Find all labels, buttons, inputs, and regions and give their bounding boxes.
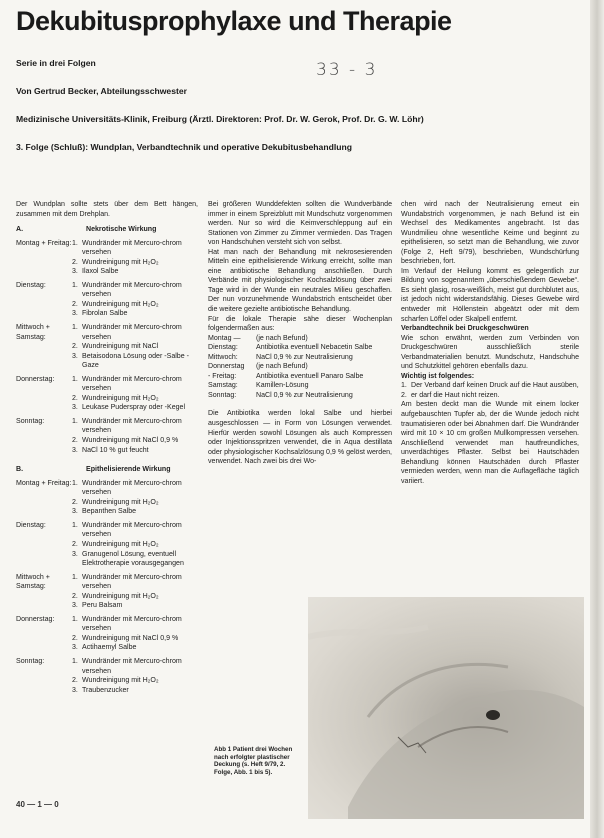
plan-item-text: Wundränder mit Mercuro-chrom versehen — [82, 479, 182, 497]
plan-items — [72, 657, 198, 695]
plan-item — [72, 573, 198, 592]
plan-item — [72, 657, 198, 676]
plan-item-number: 3. — [72, 602, 78, 610]
plan-item-text: Betaisodona Lösung oder -Salbe -Gaze — [82, 352, 189, 370]
list-item: 2. er darf die Haut nicht reizen. — [401, 391, 500, 399]
author-line: Von Gertrud Becker, Abteilungsschwester — [16, 86, 187, 96]
plan-item — [72, 592, 198, 602]
col3-paragraph-2: Im Verlauf der Heilung kommt es gelegentlich zur Bildung von sogenanntem „überschießendem Gewebe“. Es sieht glasig, rosa-weißlich, meist gut durchblutet aus, ist jedoch nicht widerstandsfähig. Dieses Gewebe wird entweder mit Höllenstein abgeätzt oder mit dem scharfen Löffel oder Skalpell entfernt. — [401, 267, 579, 323]
plan-row-days: Samstag: — [208, 382, 238, 390]
plan-item-text: Wundreinigung mit NaCl 0,9 % — [82, 437, 179, 445]
plan-days: Donnerstag: — [16, 375, 55, 383]
plan-item-number: 3. — [72, 352, 78, 360]
plan-item-number: 2. — [72, 634, 78, 642]
plan-row — [208, 362, 392, 372]
plan-item-number: 3. — [72, 508, 78, 516]
plan-item-number: 1. — [72, 281, 78, 289]
plan-item-text: Bepanthen Salbe — [82, 508, 137, 516]
series-line: Serie in drei Folgen — [16, 58, 96, 68]
plan-item — [72, 479, 198, 498]
plan-item-number: 2. — [72, 300, 78, 308]
plan-items — [72, 573, 198, 611]
plan-items — [72, 521, 198, 569]
plan-row-text: (je nach Befund) — [256, 334, 308, 342]
plan-items — [72, 239, 198, 277]
section-a-heading: A. Nekrotische Wirkung — [16, 226, 157, 234]
plan-item — [72, 550, 198, 569]
plan-item-number: 3. — [72, 268, 78, 276]
column-3 — [401, 200, 579, 486]
plan-days: Mittwoch + Samstag: — [16, 324, 50, 341]
plan-item — [72, 615, 198, 634]
plan-item-text: Granugenol Lösung, eventuell Elektrotherapie vorausgegangen — [82, 550, 184, 568]
binding-shadow — [590, 0, 604, 838]
plan-item — [72, 342, 198, 352]
plan-item — [72, 634, 198, 644]
weekly-plan — [208, 334, 392, 401]
plan-group — [16, 657, 198, 695]
plan-item-text: Wundränder mit Mercuro-chrom versehen — [82, 375, 182, 393]
column-2 — [208, 200, 392, 467]
plan-item-text: Wundränder mit Mercuro-chrom versehen — [82, 239, 182, 257]
plan-days: Dienstag: — [16, 281, 46, 289]
plan-item-text: Wundränder mit Mercuro-chrom versehen — [82, 417, 182, 435]
plan-item-number: 1. — [72, 375, 78, 383]
plan-item-text: Wundreinigung mit H₂O₂ — [82, 540, 159, 548]
col3-paragraph-1: chen wird nach der Neutralisierung erneut ein Wundabstrich vorgenommen, je nach Befund ist ein Wechsel des Medikamentes angebracht. Ist das Wundmilieu ohne wesentliche Keime und beginnt zu epithelisieren, so setzt man die Behandlung, wie zuvor (Folge 2, Heft 9/79), beschrieben, Wundschürfung beschrieben, fort. — [401, 201, 579, 266]
plan-item-number: 2. — [72, 592, 78, 600]
plan-group — [16, 615, 198, 653]
plan-item-number: 1. — [72, 573, 78, 581]
plan-row — [208, 353, 392, 363]
plan-items — [72, 323, 198, 371]
plan-item-text: Fibrolan Salbe — [82, 310, 128, 318]
plan-item — [72, 507, 198, 517]
plan-item-number: 3. — [72, 686, 78, 694]
col2-paragraph-3: Für die lokale Therapie sähe dieser Wochenplan folgendermaßen aus: — [208, 315, 392, 333]
plan-item-number: 3. — [72, 550, 78, 558]
col3-heading-2: Wichtig ist folgendes: — [401, 372, 475, 380]
plan-item-number: 1. — [72, 239, 78, 247]
plan-item-number: 1. — [72, 521, 78, 529]
plan-row-days: - Freitag: — [208, 372, 237, 380]
plan-days: Donnerstag: — [16, 615, 55, 623]
plan-row — [208, 334, 392, 344]
plan-item-text: Wundreinigung mit H₂O₂ — [82, 300, 159, 308]
plan-item-number: 2. — [72, 343, 78, 351]
institution-line: Medizinische Universitäts-Klinik, Freiburg (Ärztl. Direktoren: Prof. Dr. W. Gerok, Prof. Dr. G. W. Löhr) — [16, 114, 424, 124]
plan-days: Dienstag: — [16, 521, 46, 529]
plan-item — [72, 676, 198, 686]
plan-item — [72, 403, 198, 413]
article-title: Dekubitusprophylaxe und Therapie — [16, 6, 452, 36]
plan-item-text: Peru Balsam — [82, 602, 123, 610]
plan-item-text: Wundränder mit Mercuro-chrom versehen — [82, 521, 182, 539]
col2-paragraph-1: Bei größeren Wunddefekten sollten die Wundverbände immer in einem Spreizblutt mit Mundschutz vorgenommen werden. Nur so wird die Keimverschleppung auf ein Stationen von Zimmer zu Zimmer vermieden. Das Tragen von Handschuhen versteht sich von selbst. — [208, 201, 392, 247]
plan-item — [72, 375, 198, 394]
plan-item-number: 2. — [72, 258, 78, 266]
plan-item-number: 3. — [72, 644, 78, 652]
plan-item — [72, 258, 198, 268]
plan-item — [72, 686, 198, 696]
plan-item-text: Wundreinigung mit NaCl — [82, 343, 159, 351]
page-number: 40 — 1 — 0 — [16, 800, 59, 809]
plan-row-days: Sonntag: — [208, 391, 237, 399]
plan-row-text: NaCl 0,9 % zur Neutralisierung — [256, 391, 353, 399]
plan-row-text: Antibiotika eventuell Nebacetin Salbe — [256, 344, 373, 352]
plan-item-number: 2. — [72, 540, 78, 548]
plan-row-days: Montag — — [208, 334, 241, 342]
plan-row-text: NaCl 0,9 % zur Neutralisierung — [256, 353, 353, 361]
plan-item-text: NaCl 10 % gut feucht — [82, 446, 149, 454]
plan-item-text: Wundränder mit Mercuro-chrom versehen — [82, 324, 182, 341]
plan-item-number: 3. — [72, 310, 78, 318]
plan-group — [16, 323, 198, 371]
plan-item — [72, 239, 198, 258]
plan-row-days: Mittwoch: — [208, 353, 238, 361]
plan-a — [16, 239, 198, 455]
plan-item-text: Actihaemyl Salbe — [82, 644, 137, 652]
photo-caption: Abb 1 Patient drei Wochen nach erfolgter plastischer Deckung (s. Heft 9/79, 2. Folge, Abb. 1 bis 5). — [214, 746, 293, 776]
plan-item — [72, 417, 198, 436]
plan-item-text: Leukase Puderspray oder -Kegel — [82, 404, 186, 412]
plan-item — [72, 267, 198, 277]
plan-item-number: 2. — [72, 677, 78, 685]
plan-days: Montag + Freitag: — [16, 479, 72, 487]
plan-item — [72, 300, 198, 310]
plan-item — [72, 540, 198, 550]
plan-item — [72, 281, 198, 300]
plan-item-text: Wundreinigung mit H₂O₂ — [82, 592, 159, 600]
plan-item-number: 1. — [72, 657, 78, 665]
plan-item-number: 3. — [72, 404, 78, 412]
col3-paragraph-3: Wie schon erwähnt, werden zum Verbinden von Druckgeschwüren ausschließlich sterile Verbandmaterialien benutzt. Mundschutz, Handschuhe und Schutzkittel gehören ebenfalls dazu. — [401, 334, 579, 371]
plan-item-text: Ilaxol Salbe — [82, 268, 119, 276]
plan-item-text: Wundränder mit Mercuro-chrom versehen — [82, 281, 182, 299]
plan-item-number: 2. — [72, 437, 78, 445]
col2-paragraph-4: Die Antibiotika werden lokal Salbe und hierbei ausgeschlossen — in Form von Lösungen verwendet. Hierfür werden sowohl Lösungen als auch Kompressen oder Injektionsspritzen verwendet, die in Aqua destillata oder physiologischer Kochsalzlösung 0,9 % gelöst werden, verwendet. Nach zwei bis drei Wo- — [208, 410, 392, 466]
plan-row — [208, 343, 392, 353]
plan-b — [16, 479, 198, 695]
plan-row — [208, 372, 392, 382]
column-1 — [16, 200, 198, 699]
intro-text: Der Wundplan sollte stets über dem Bett hängen, zusammen mit dem Drehplan. — [16, 201, 198, 218]
plan-days: Sonntag: — [16, 417, 45, 425]
plan-items — [72, 375, 198, 413]
plan-item-number: 1. — [72, 615, 78, 623]
plan-item-text: Traubenzucker — [82, 686, 129, 694]
plan-item-text: Wundreinigung mit H₂O₂ — [82, 394, 159, 402]
plan-days: Sonntag: — [16, 657, 45, 665]
plan-item-number: 3. — [72, 446, 78, 454]
part-line: 3. Folge (Schluß): Wundplan, Verbandtechnik und operative Dekubitusbehandlung — [16, 142, 352, 152]
plan-row — [208, 391, 392, 401]
plan-group — [16, 281, 198, 319]
plan-item-text: Wundränder mit Mercuro-chrom versehen — [82, 615, 182, 633]
plan-item — [72, 436, 198, 446]
plan-item-number: 2. — [72, 394, 78, 402]
plan-group — [16, 479, 198, 517]
plan-item — [72, 498, 198, 508]
plan-group — [16, 573, 198, 611]
plan-item — [72, 309, 198, 319]
plan-row-days: Donnerstag — [208, 363, 245, 371]
plan-item — [72, 352, 198, 371]
plan-item — [72, 643, 198, 653]
col3-paragraph-4: Am besten deckt man die Wunde mit einem locker aufgebauschten Tupfer ab, der die Wunde jedoch nicht traumatisieren oder bei Abnahmen darf. Die Wundränder wird mit 10 × 10 cm großen Mullkompressen versehen. Anschließend verwendet man hautfreundliches, unverdächtiges Pflaster. Selbst bei Hautschäden Behandlung können Hautschäden durch Pflaster vermieden werden, wenn man die Auflagefläche täglich variiert. — [401, 401, 579, 485]
section-b-heading: B. Epithelisierende Wirkung — [16, 466, 171, 474]
plan-group — [16, 375, 198, 413]
plan-row-days: Dienstag: — [208, 344, 238, 352]
plan-items — [72, 417, 198, 455]
plan-item — [72, 521, 198, 540]
plan-item-text: Wundränder mit Mercuro-chrom versehen — [82, 573, 182, 591]
plan-row — [208, 381, 392, 391]
plan-item-text: Wundränder mit Mercuro-chrom versehen — [82, 657, 182, 675]
plan-item — [72, 446, 198, 456]
plan-item-text: Wundreinigung mit H₂O₂ — [82, 677, 159, 685]
plan-item-number: 2. — [72, 498, 78, 506]
plan-items — [72, 479, 198, 517]
plan-row-text: (je nach Befund) — [256, 363, 308, 371]
list-item: 1. Der Verband darf keinen Druck auf die Haut ausüben, — [401, 382, 579, 390]
plan-item — [72, 323, 198, 342]
col2-paragraph-2: Hat man nach der Behandlung mit nekrosesierenden Mitteln eine epithelisierende Wirkung erreicht, sollte man eine antibiotische Behandlung anschließen. Durch Verbände mit physiologischer Kochsalzlösung über zwei Tage wird in der Wunde ein neutrales Milieu geschaffen. Der nun vorzunehmende Wundabstrich entscheidet über die weitere gezielte antibiotische Behandlung. — [208, 248, 392, 314]
plan-item-text: Wundreinigung mit H₂O₂ — [82, 258, 159, 266]
plan-item-number: 1. — [72, 324, 78, 332]
col3-heading-1: Verbandtechnik bei Druckgeschwüren — [401, 325, 529, 333]
plan-days: Mittwoch + Samstag: — [16, 573, 50, 591]
plan-item-text: Wundreinigung mit H₂O₂ — [82, 498, 159, 506]
plan-days: Montag + Freitag: — [16, 239, 72, 247]
plan-group — [16, 521, 198, 569]
plan-row-text: Antibiotika eventuell Panaro Salbe — [256, 372, 364, 380]
photo-shading — [308, 597, 584, 819]
plan-item — [72, 394, 198, 404]
plan-items — [72, 281, 198, 319]
plan-items — [72, 615, 198, 653]
plan-row-text: Kamillen-Lösung — [256, 382, 309, 390]
plan-group — [16, 239, 198, 277]
plan-group — [16, 417, 198, 455]
plan-item-text: Wundreinigung mit NaCl 0,9 % — [82, 634, 179, 642]
handwritten-note: 33 - 3 — [316, 60, 378, 80]
plan-item-number: 1. — [72, 479, 78, 487]
plan-item — [72, 601, 198, 611]
plan-item-number: 1. — [72, 417, 78, 425]
patient-photo — [308, 597, 584, 819]
